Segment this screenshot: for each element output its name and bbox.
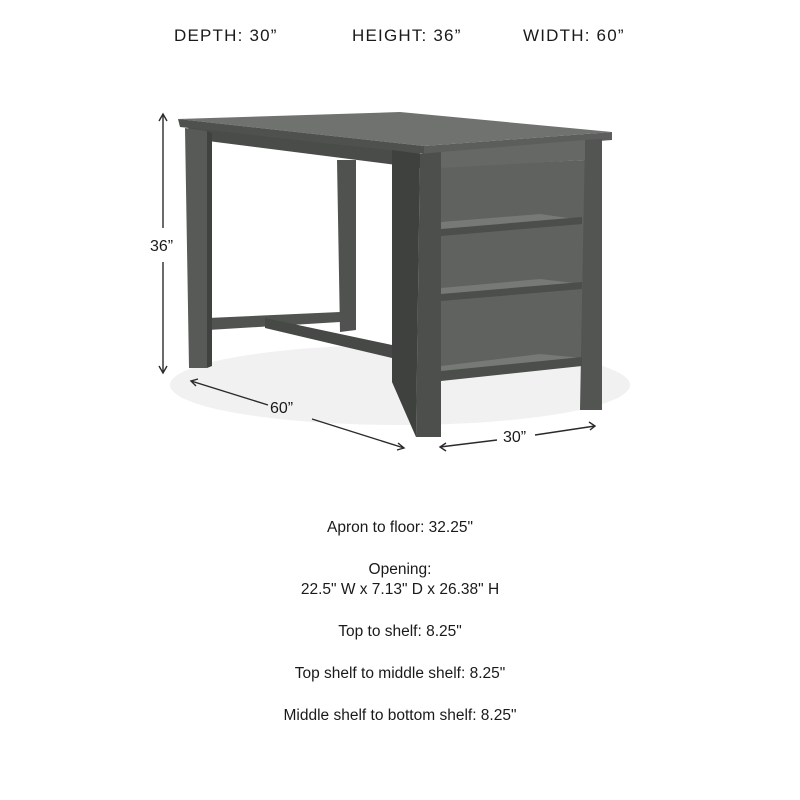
height-label: HEIGHT: 36”	[352, 26, 462, 45]
top-to-middle-shelf-spec: Top shelf to middle shelf: 8.25"	[294, 665, 506, 682]
width-measure-label: 60”	[270, 400, 294, 417]
apron-to-floor-spec: Apron to floor: 32.25"	[327, 519, 473, 536]
depth-label: DEPTH: 30”	[174, 26, 278, 45]
specifications	[0, 518, 800, 726]
front-left-leg	[185, 128, 207, 368]
width-label: WIDTH: 60”	[523, 26, 625, 45]
middle-to-bottom-shelf-spec: Middle shelf to bottom shelf: 8.25"	[283, 707, 517, 724]
opening-spec	[0, 560, 800, 600]
opening-value: 22.5" W x 7.13" D x 26.38" H	[300, 581, 500, 598]
shelf-front-left-post	[416, 152, 441, 437]
depth-measure-label: 30”	[503, 429, 527, 446]
height-measure-label: 36”	[150, 238, 174, 255]
top-to-shelf-spec: Top to shelf: 8.25"	[338, 623, 462, 640]
shelf-back-panel	[440, 160, 585, 380]
back-right-leg	[337, 160, 356, 332]
opening-title: Opening:	[368, 561, 432, 578]
front-left-leg-side	[207, 131, 212, 368]
